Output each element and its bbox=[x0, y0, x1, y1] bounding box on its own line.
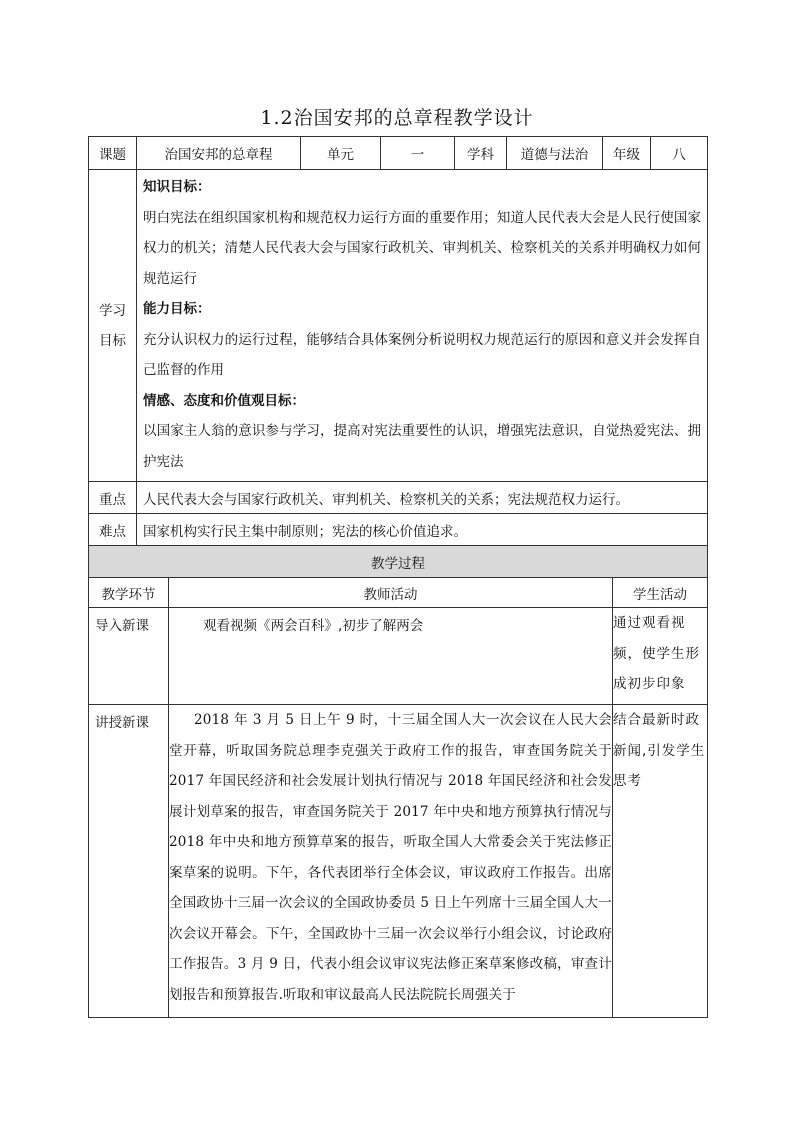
teaching-process-table bbox=[88, 545, 708, 1018]
difficulties-label: 难点 bbox=[89, 514, 137, 546]
objectives-label-line1: 学习 bbox=[99, 302, 126, 319]
process-heading: 教学过程 bbox=[89, 546, 708, 578]
knowledge-heading: 知识目标： bbox=[143, 179, 211, 195]
stage-cell: 导入新课 bbox=[89, 608, 169, 705]
ability-text: 充分认识权力的运行过程，能够结合具体案例分析说明权力规范运行的原因和意义并会发挥自己监督的作用 bbox=[143, 331, 701, 378]
difficulties-text: 国家机构实行民主集中制原则；宪法的核心价值追求。 bbox=[137, 514, 708, 546]
objectives-label-line2: 目标 bbox=[99, 332, 126, 349]
emotion-text: 以国家主人翁的意识参与学习，提高对宪法重要性的认识，增强宪法意识，自觉热爱宪法、拥护宪法 bbox=[143, 423, 701, 470]
teacher-activity-cell: 观看视频《两会百科》,初步了解两会 bbox=[169, 608, 613, 705]
grade-value: 八 bbox=[651, 137, 708, 170]
table-row bbox=[89, 608, 708, 705]
ability-heading: 能力目标： bbox=[143, 301, 211, 317]
subject-label: 学科 bbox=[455, 137, 507, 170]
key-points-text: 人民代表大会与国家行政机关、审判机关、检察机关的关系；宪法规范权力运行。 bbox=[137, 482, 708, 514]
document-title: 1.2治国安邦的总章程教学设计 bbox=[260, 107, 534, 129]
lesson-info-table bbox=[88, 136, 708, 546]
table-row bbox=[89, 705, 708, 1018]
stage-cell: 讲授新课 bbox=[89, 705, 169, 1018]
unit-value: 一 bbox=[381, 137, 455, 170]
key-points-label: 重点 bbox=[89, 482, 137, 514]
objectives-content bbox=[137, 170, 708, 482]
lesson-label: 课题 bbox=[89, 137, 137, 170]
unit-label: 单元 bbox=[301, 137, 381, 170]
student-activity-cell: 通过观看视频，使学生形成初步印象 bbox=[613, 608, 708, 705]
col-stage-header: 教学环节 bbox=[89, 578, 169, 608]
lesson-value: 治国安邦的总章程 bbox=[137, 137, 301, 170]
student-activity-cell: 结合最新时政新闻,引发学生思考 bbox=[613, 705, 708, 1018]
teacher-activity-cell: 2018 年 3 月 5 日上午 9 时，十三届全国人大一次会议在人民大会堂开幕，听取国务院总理李克强关于政府工作的报告，审查国务院关于 2017 年国民经济和社会发展计划执行情况与 2018 年国民经济和社会发展计划草案的报告，审查国务院关于 2017 年中央和地方预算执行情况与 2018 年中央和地方预算草案的报告，听取全国人大常委会关于宪法修正案草案的说明。下午，各代表团举行全体会议，审议政府工作报告。出席全国政协十三届一次会议的全国政协委员 5 日上午列席十三届全国人大一次会议开幕会。下午，全国政协十三届一次会议举行小组会议，讨论政府工作报告。3 月 9 日，代表小组会议审议宪法修正案草案修改稿，审查计划报告和预算报告.听取和审议最高人民法院院长周强关于 bbox=[169, 705, 613, 1018]
objectives-label bbox=[89, 170, 137, 482]
col-student-header: 学生活动 bbox=[613, 578, 708, 608]
subject-value: 道德与法治 bbox=[507, 137, 603, 170]
emotion-heading: 情感、态度和价值观目标： bbox=[143, 392, 305, 409]
col-teacher-header: 教师活动 bbox=[169, 578, 613, 608]
grade-label: 年级 bbox=[603, 137, 651, 170]
knowledge-text: 明白宪法在组织国家机构和规范权力运行方面的重要作用；知道人民代表大会是人民行使国家权力的机关；清楚人民代表大会与国家行政机关、审判机关、检察机关的关系并明确权力如何规范运行 bbox=[143, 209, 701, 287]
